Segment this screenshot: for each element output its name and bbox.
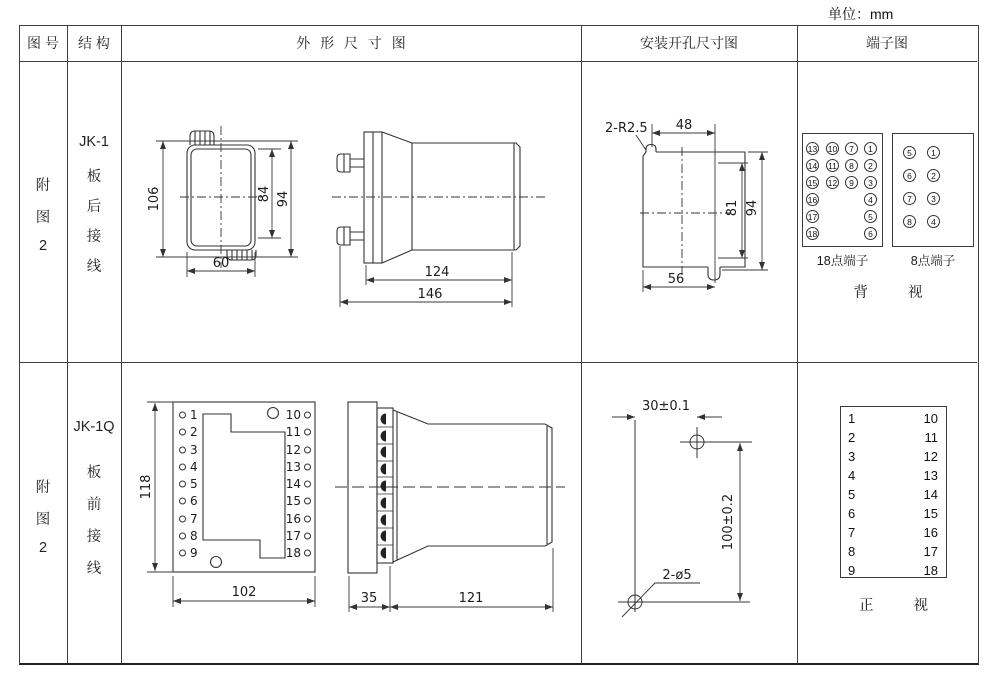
terminal-number: 1 [848, 411, 856, 426]
dim-81: 81 [725, 199, 740, 217]
terminal-circle: 9 [845, 176, 858, 189]
terminal-number: 16 [285, 512, 301, 526]
row1-front-view-drawing [180, 126, 262, 268]
dim-124: 124 [424, 265, 450, 280]
terminal-circle: 6 [903, 169, 916, 182]
terminal-number: 14 [285, 477, 301, 491]
terminal-box-18-label: 18点端子 [816, 254, 869, 268]
row2-structure-line: 接 [86, 529, 102, 545]
terminal-number: 18 [285, 546, 301, 560]
terminal-number: 13 [923, 468, 938, 483]
terminal-circle: 4 [927, 215, 940, 228]
row2-structure-line: 前 [86, 497, 102, 513]
dim-56: 56 [667, 272, 685, 287]
terminal-circle: 13 [807, 143, 818, 154]
terminal-circle: 11 [826, 159, 839, 172]
header-cell-structure: 结 构 [78, 35, 110, 51]
row2-structure-line: JK-1Q [73, 419, 115, 435]
terminal-circle: 16 [807, 194, 818, 205]
dim-84: 84 [257, 185, 272, 203]
terminal-number: 12 [285, 443, 301, 457]
header-cell-install: 安装开孔尺寸图 [640, 35, 738, 51]
front-view-label: 正 视 [858, 598, 929, 614]
terminal-number: 17 [285, 529, 301, 543]
dim-30: 30±0.1 [641, 399, 691, 414]
dim-35: 35 [360, 591, 378, 606]
terminal-number: 7 [848, 525, 856, 540]
row2-front-terminal-numbers [190, 408, 301, 560]
terminal-number: 9 [848, 563, 856, 578]
terminal-number: 10 [285, 408, 301, 422]
terminal-number: 6 [848, 506, 856, 521]
row2-fig-char: 2 [38, 540, 48, 556]
dim-94-install: 94 [745, 199, 760, 217]
terminal-circle: 8 [845, 159, 858, 172]
terminal-circle: 7 [845, 142, 858, 155]
row1-structure-line: 接 [86, 229, 102, 245]
row1-structure-line: JK-1 [79, 134, 109, 150]
row2-fig-char: 附 [35, 480, 51, 496]
terminal-circle: 10 [827, 143, 838, 154]
dim-102: 102 [231, 585, 257, 600]
terminal-box-8-label: 8点端子 [910, 254, 956, 268]
dim-60: 60 [212, 256, 230, 271]
terminal-circle: 18 [807, 228, 818, 239]
terminal-number: 18 [923, 563, 938, 578]
dim-106: 106 [147, 186, 162, 212]
terminal-circle: 1 [864, 142, 877, 155]
terminal-number: 16 [923, 525, 938, 540]
row1-fig-char: 附 [35, 178, 51, 194]
terminal-number: 8 [190, 529, 198, 543]
terminal-circle: 17 [807, 211, 818, 222]
terminal-circle: 12 [827, 177, 838, 188]
header-cell-fig-no: 图 号 [27, 35, 59, 51]
terminal-number: 9 [190, 546, 198, 560]
row1-structure-line: 后 [86, 199, 102, 215]
row2-side-view-dimensions [349, 548, 553, 612]
unit-label: 单位：mm [828, 6, 894, 22]
terminal-circle: 5 [903, 146, 916, 159]
dim-146: 146 [417, 287, 443, 302]
terminal-number: 14 [923, 487, 938, 502]
terminal-circle: 2 [927, 169, 940, 182]
terminal-circle: 4 [864, 193, 877, 206]
terminal-number: 1 [190, 408, 198, 422]
row1-side-view-drawing [332, 132, 548, 263]
row1-structure-line: 线 [86, 259, 102, 275]
terminal-number: 15 [923, 506, 938, 521]
row1-structure-line: 板 [86, 169, 102, 185]
row1-fig-char: 图 [35, 210, 51, 226]
terminal-circle: 6 [864, 227, 877, 240]
terminal-number: 15 [285, 494, 301, 508]
dim-118: 118 [139, 474, 154, 500]
terminal-number: 13 [285, 460, 301, 474]
row2-fig-char: 图 [35, 512, 51, 528]
terminal-circle: 5 [864, 210, 877, 223]
rear-view-label: 背 视 [853, 285, 923, 301]
label-2-d5: 2-ø5 [662, 568, 692, 583]
terminal-number: 2 [190, 425, 198, 439]
terminal-number: 11 [924, 430, 938, 445]
terminal-circle: 1 [927, 146, 940, 159]
terminal-circle: 3 [927, 192, 940, 205]
terminal-number: 17 [923, 544, 938, 559]
row1-fig-char: 2 [38, 238, 48, 254]
dim-100: 100±0.2 [721, 493, 736, 551]
terminal-number: 10 [923, 411, 938, 426]
terminal-number: 5 [848, 487, 856, 502]
row2-side-view-drawing [335, 402, 565, 573]
terminal-circle: 7 [903, 192, 916, 205]
dim-121: 121 [458, 591, 484, 606]
terminal-number: 8 [848, 544, 856, 559]
terminal-number: 3 [848, 449, 856, 464]
label-2-r2.5: 2-R2.5 [605, 121, 648, 136]
terminal-circle: 2 [864, 159, 877, 172]
dim-94: 94 [276, 190, 291, 208]
row2-structure-line: 线 [86, 561, 102, 577]
terminal-circle: 3 [864, 176, 877, 189]
terminal-circle: 15 [807, 177, 818, 188]
terminal-circle: 14 [807, 160, 818, 171]
header-cell-outline: 外 形 尺 寸 图 [296, 35, 406, 51]
terminal-number: 7 [190, 512, 198, 526]
header-cell-terminal: 端子图 [866, 35, 908, 51]
terminal-number: 4 [190, 460, 198, 474]
row2-structure-line: 板 [86, 465, 102, 481]
dim-48: 48 [675, 118, 693, 133]
terminal-number: 11 [285, 425, 301, 439]
terminal-number: 5 [190, 477, 198, 491]
terminal-number: 3 [190, 443, 198, 457]
terminal-number: 6 [190, 494, 198, 508]
terminal-number: 4 [848, 468, 856, 483]
terminal-circle: 8 [903, 215, 916, 228]
terminal-number: 2 [848, 430, 856, 445]
terminal-number: 12 [923, 449, 938, 464]
